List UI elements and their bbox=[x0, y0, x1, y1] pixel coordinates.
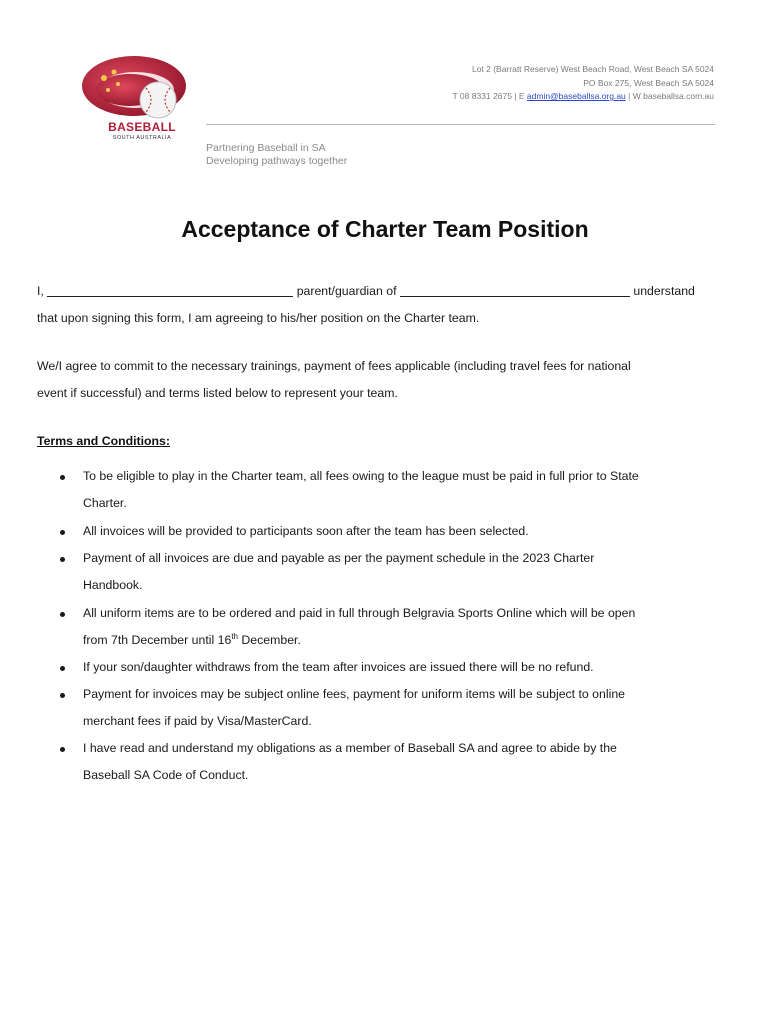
email-link[interactable]: admin@baseballsa.org.au bbox=[526, 91, 626, 101]
separator: | bbox=[511, 91, 519, 101]
term-text: Charter. bbox=[83, 496, 127, 510]
bullet-icon bbox=[60, 530, 65, 535]
logo-text bbox=[102, 120, 182, 141]
email-prefix: E bbox=[518, 91, 527, 101]
agree-line-2: event if successful) and terms listed below to represent your team. bbox=[37, 386, 398, 400]
parent-label: parent/guardian of bbox=[296, 284, 397, 298]
bullet-icon bbox=[60, 693, 65, 698]
term-text: To be eligible to play in the Charter team, all fees owing to the league must be paid in full prior to State bbox=[83, 469, 639, 483]
tagline bbox=[206, 142, 347, 168]
term-text: Payment of all invoices are due and payable as per the payment schedule in the 2023 Charter bbox=[83, 551, 595, 565]
tagline-line-2: Developing pathways together bbox=[206, 155, 348, 167]
bullet-icon bbox=[60, 747, 65, 752]
term-text: Payment for invoices may be subject online fees, payment for uniform items will be subject to online bbox=[83, 687, 626, 701]
term-text: I have read and understand my obligations as a member of Baseball SA and agree to abide by the bbox=[83, 741, 617, 755]
phone: T 08 8331 2675 bbox=[452, 91, 512, 101]
term-text: merchant fees if paid by Visa/MasterCard. bbox=[83, 714, 312, 728]
term-text: If your son/daughter withdraws from the team after invoices are issued there will be no refund. bbox=[83, 660, 594, 674]
bullet-icon bbox=[60, 557, 65, 562]
agree-line-1: We/I agree to commit to the necessary trainings, payment of fees applicable (including travel fees for national bbox=[37, 359, 631, 373]
website: W baseballsa.com.au bbox=[632, 91, 714, 101]
term-text: All uniform items are to be ordered and paid in full through Belgravia Sports Online which will be open bbox=[83, 606, 636, 620]
bullet-icon bbox=[60, 612, 65, 617]
logo-title: BASEBALL bbox=[108, 120, 176, 134]
address-line-2: PO Box 275, West Beach SA 5024 bbox=[583, 77, 714, 88]
header-divider bbox=[206, 124, 715, 125]
bullet-icon bbox=[60, 666, 65, 671]
terms-heading: Terms and Conditions: bbox=[37, 434, 170, 448]
intro-line-2: that upon signing this form, I am agreeing to his/her position on the Charter team. bbox=[37, 311, 480, 325]
contact-block bbox=[453, 63, 714, 104]
term-text: from 7th December until 16th December. bbox=[83, 631, 301, 647]
child-name-field[interactable] bbox=[400, 284, 630, 297]
page-title: Acceptance of Charter Team Position bbox=[181, 216, 589, 242]
term-text: All invoices will be provided to participants soon after the team has been selected. bbox=[83, 524, 529, 538]
understand-label: understand bbox=[633, 284, 695, 298]
logo-subtitle: SOUTH AUSTRALIA bbox=[112, 135, 172, 141]
term-text: Baseball SA Code of Conduct. bbox=[83, 768, 249, 782]
parent-name-field[interactable] bbox=[47, 284, 293, 297]
tagline-line-1: Partnering Baseball in SA bbox=[206, 142, 326, 154]
i-label: I, bbox=[37, 284, 44, 298]
separator: | bbox=[625, 91, 633, 101]
contact-line bbox=[453, 90, 714, 104]
guardian-line bbox=[37, 284, 737, 298]
bullet-icon bbox=[60, 475, 65, 480]
term-text: Handbook. bbox=[83, 578, 143, 592]
address-line-1: Lot 2 (Barratt Reserve) West Beach Road, West Beach SA 5024 bbox=[471, 64, 714, 74]
